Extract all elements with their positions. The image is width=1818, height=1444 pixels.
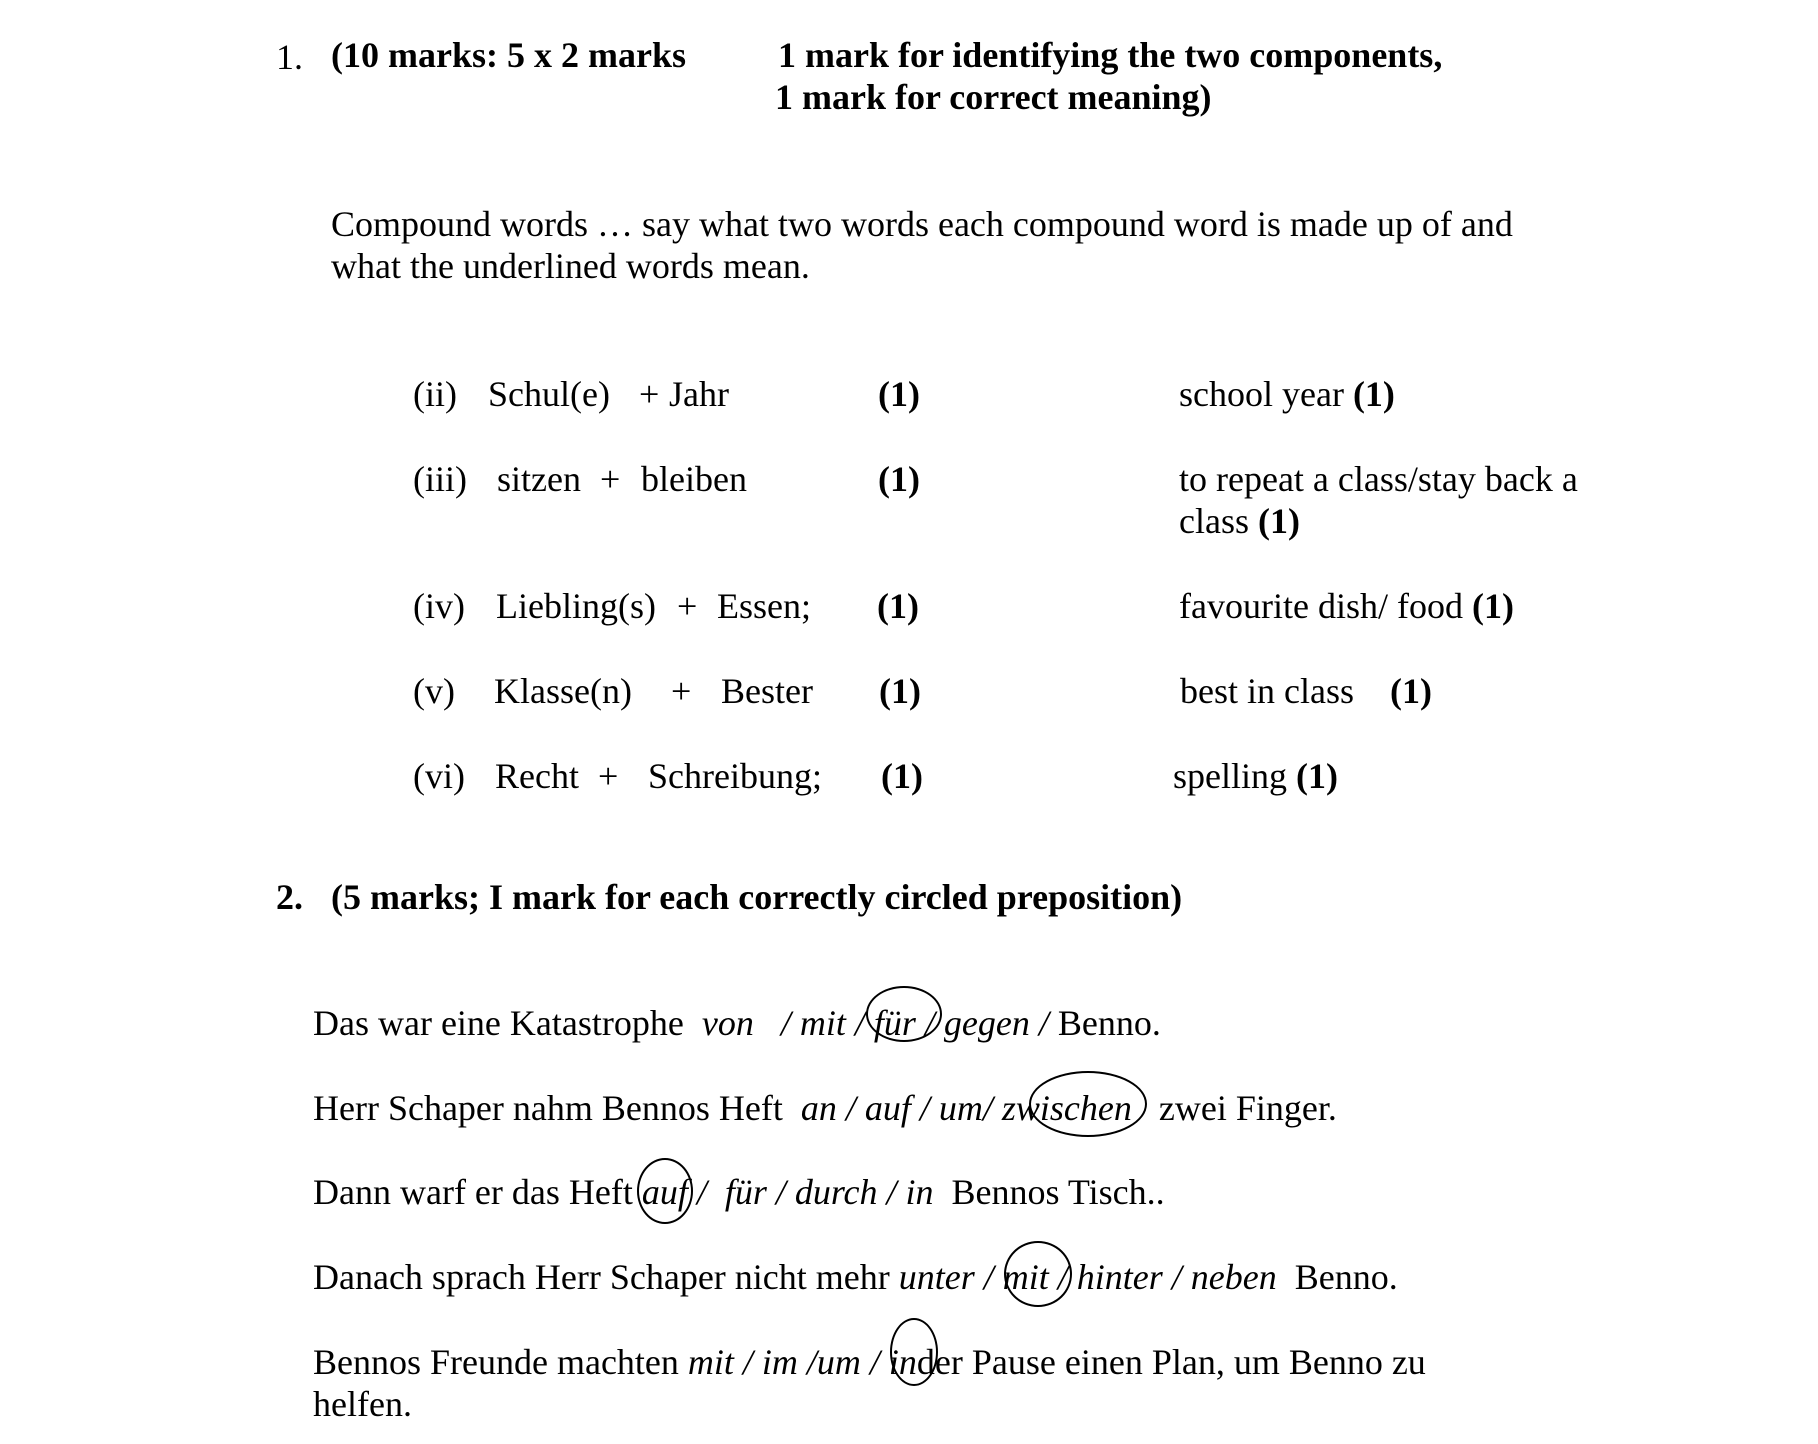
item-word1: Liebling(s): [496, 586, 656, 626]
sentence: [313, 1174, 1165, 1210]
item-plus: +: [639, 374, 660, 414]
sentence: [313, 1090, 1337, 1126]
item-plus: +: [671, 671, 692, 711]
item-plus: +: [598, 756, 619, 796]
q1-criteria-line2: 1 mark for correct meaning): [775, 77, 1212, 117]
sentence-text: Danach sprach Herr Schaper nicht mehr: [313, 1257, 890, 1297]
preposition-options: auf / für / durch / in: [641, 1172, 934, 1212]
item-mark: (1): [877, 586, 919, 626]
item-meaning-cont: class (1): [1179, 501, 1300, 541]
item-plus: +: [677, 586, 698, 626]
item-mark: (1): [878, 374, 920, 414]
sentence-text-end: der Pause einen Plan, um Benno zu: [916, 1342, 1426, 1382]
item-word1: Schul(e): [488, 374, 610, 414]
preposition-options: mit / im /um / in: [687, 1342, 917, 1382]
item-word2: Essen;: [717, 586, 811, 626]
sentence-text-end: Benno.: [1294, 1257, 1398, 1297]
sentence: [313, 1259, 1398, 1295]
item-mark: (1): [878, 459, 920, 499]
item-word1: Recht: [495, 756, 579, 796]
item-roman: (iv): [413, 586, 465, 626]
sentence-text-end: zwei Finger.: [1158, 1088, 1337, 1128]
item-meaning: to repeat a class/stay back a: [1179, 459, 1578, 499]
sentence-text-end: Bennos Tisch..: [951, 1172, 1165, 1212]
preposition-options: an / auf / um/ zwischen: [800, 1088, 1132, 1128]
item-word2: bleiben: [641, 459, 747, 499]
item-word2: Jahr: [669, 374, 729, 414]
q1-criteria-line1: 1 mark for identifying the two components,: [778, 35, 1443, 75]
item-roman: (ii): [413, 374, 457, 414]
item-word1: Klasse(n): [494, 671, 632, 711]
preposition-options: von / mit / für / gegen /: [701, 1003, 1049, 1043]
sentence-text: Herr Schaper nahm Bennos Heft: [313, 1088, 783, 1128]
sentence: [313, 1005, 1161, 1041]
sentence-text: Das war eine Katastrophe: [313, 1003, 684, 1043]
item-roman: (v): [413, 671, 455, 711]
sentence-text-end: Benno.: [1057, 1003, 1161, 1043]
sentence-text: Dann warf er das Heft: [313, 1172, 633, 1212]
item-meaning: spelling (1): [1173, 756, 1338, 796]
item-mark: (1): [879, 671, 921, 711]
item-mark: (1): [881, 756, 923, 796]
item-roman: (vi): [413, 756, 465, 796]
q2-number: 2.: [276, 877, 303, 917]
item-roman: (iii): [413, 459, 467, 499]
q1-marks: (10 marks: 5 x 2 marks: [331, 35, 686, 75]
item-meaning: school year (1): [1179, 374, 1395, 414]
preposition-options: unter / mit / hinter / neben: [898, 1257, 1277, 1297]
q2-heading: (5 marks; I mark for each correctly circled preposition): [331, 877, 1183, 917]
q1-instruction-line1: Compound words … say what two words each compound word is made up of and: [331, 204, 1513, 244]
item-word2: Schreibung;: [648, 756, 822, 796]
q1-instruction-line2: what the underlined words mean.: [331, 246, 810, 286]
q1-number: 1.: [276, 37, 303, 77]
sentence-continuation: helfen.: [313, 1384, 412, 1424]
item-plus: +: [600, 459, 621, 499]
sentence-text: Bennos Freunde machten: [313, 1342, 679, 1382]
sentence: [313, 1344, 1426, 1380]
item-word1: sitzen: [497, 459, 581, 499]
item-word2: Bester: [721, 671, 813, 711]
item-meaning: best in class (1): [1180, 671, 1432, 711]
item-meaning: favourite dish/ food (1): [1179, 586, 1514, 626]
